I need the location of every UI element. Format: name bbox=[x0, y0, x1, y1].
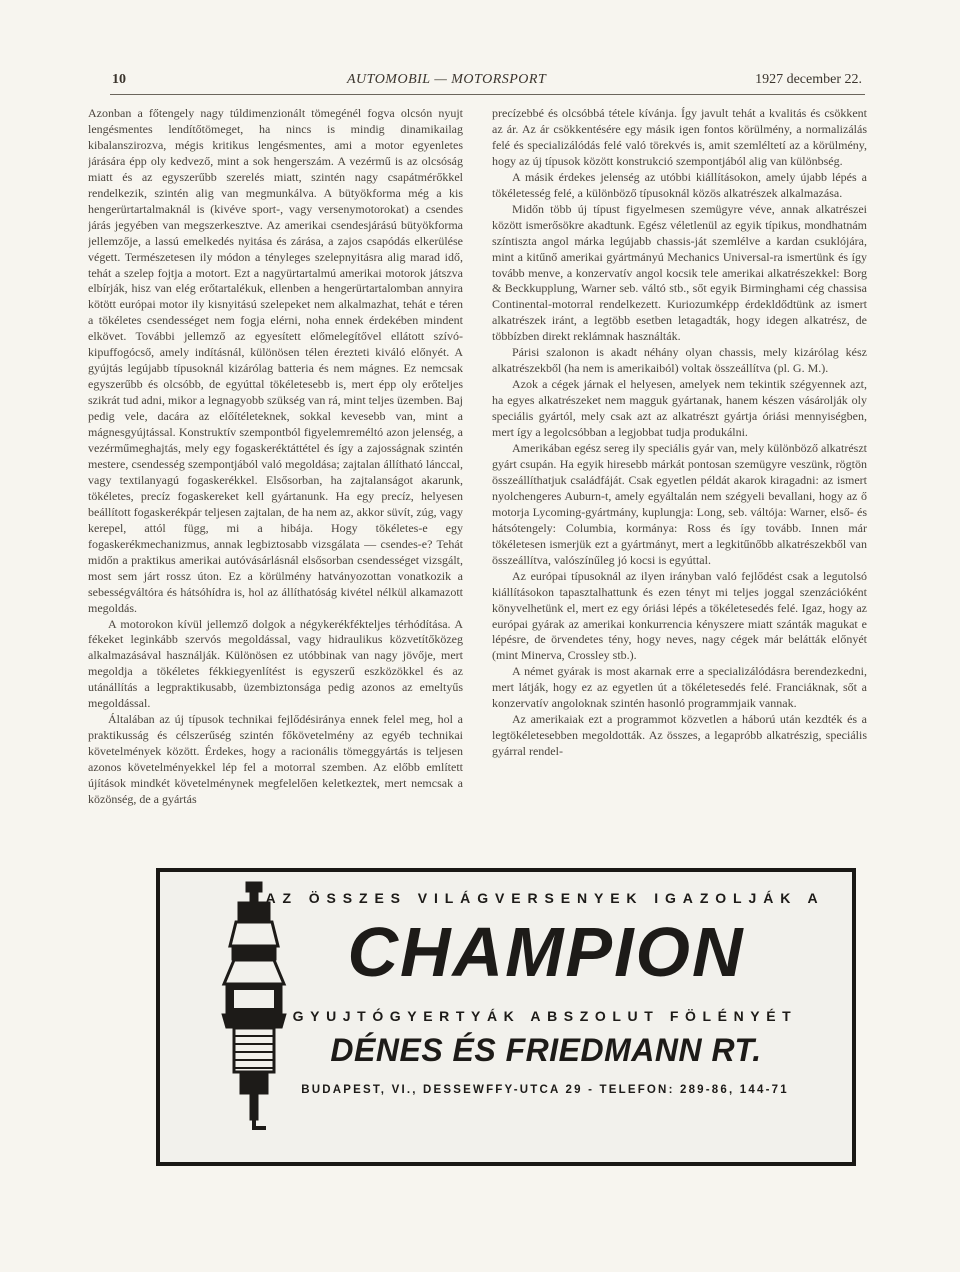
right-paragraph-5: Azok a cégek járnak el helyesen, amelyek nem tekintik szégyennek azt, ha egyes alkatrészeket nem magguk gyártanak, hanem készen vásárolják oly speciális gyártól, mely csak azt az alkatrészt gyártja óriási mennyiségben, mert így a legolcsóbban a legjobbat tudja produkálni. bbox=[492, 377, 867, 440]
issue-date: 1927 december 22. bbox=[755, 72, 862, 87]
ad-subline: GYUJTÓGYERTYÁK ABSZOLUT FÖLÉNYÉT bbox=[292, 1008, 798, 1024]
right-column bbox=[492, 106, 867, 826]
champion-advertisement bbox=[156, 868, 856, 1166]
right-paragraph-6: Amerikában egész sereg ily speciális gyár van, mely különböző alkatrészt gyárt csupán. Ha egyik hiresebb márkát pontosan szemügyre veszünk, rögtön összeállíthatjuk családfáját. Csak egyetlen példát akarok kiragadni: az ismert nyolchengeres Auburn-t, amely egyáltalán nem szégyeli bevallani, hogy az ő motorja Lycoming-gyártmány, kuplungja: Long, seb. váltója: Warner, első- és hátsótengely: Columbia, kormánya: Ross és így tovább. Innen már tökéletesen ismerjük ezt a gyártmányt, mert a legkitűnőbb alkatrészekből van összeállítva, valószínűleg jó kocsi is egyúttal. bbox=[492, 441, 867, 567]
page-header bbox=[112, 72, 862, 92]
magazine-title: AUTOMOBIL — MOTORSPORT bbox=[347, 72, 547, 87]
right-paragraph-7: Az európai típusoknál az ilyen irányban való fejlődést csak a legutolsó kiállításokon tapasztalhattunk és ezen tényt mi teljes joggal szenzációként könyvelhetünk el, mert ez egy óriási lépés a tökéletesedés felé. Igaz, hogy az európai gyárak az amerikai konkurrencia kényszere miatt szánták magukat e lépésre, de örvendetes tény, hogy neves, nagy cégek már belátták előnyét (mint Minerva, Crossley stb.). bbox=[492, 568, 867, 663]
page-number: 10 bbox=[112, 72, 126, 87]
right-paragraph-4: Párisi szalonon is akadt néhány olyan chassis, mely kizárólag kész alkatrészekből (ha nem is amerikaiból) voltak összeállítva (pl. G. M.). bbox=[492, 345, 867, 376]
ad-company-name: DÉNES ÉS FRIEDMANN RT. bbox=[330, 1032, 762, 1068]
right-paragraph-1: precízebbé és olcsóbbá tétele kívánja. Így javult tehát a kvalitás és csökkent az ár. Az ár csökkentésére egy másik igen fontos körülmény, a normalizálás felé és specializálódás felé való törekvés is, amit szemléltetí az a körülmény, hogy az új típusok között konstrukció szempontjából alig van különbség. bbox=[492, 106, 867, 168]
left-paragraph-3: Általában az új típusok technikai fejlődésiránya ennek felel meg, hol a praktikusság és célszerűség szintén főkövetelmény az egyéb technikai követelmények között. Érdekes, hogy a racionális tömeggyártás is teljesen azonos követelményekkel lép fel a motorral szemben. Az előbb említett újítások mindkét követelménynek megfelelően keletkeztek, mert nemcsak a közönség, de a gyártás bbox=[88, 712, 463, 806]
left-column bbox=[88, 106, 463, 826]
right-paragraph-9: Az amerikaiak ezt a programmot közvetlen a háború után kezdték és a legtökéletesebben megoldották. Az összes, a legapróbb alkatrészig, speciális gyárral rendel- bbox=[492, 712, 867, 759]
left-paragraph-2: A motorokon kívül jellemző dolgok a négykerékfékteljes térhódítása. A fékeket leginkább szervós megoldással, vagy hidraulikus közvetítőközeg alkalmazásával használják. Különösen ez utóbbinak van nagy jövője, mert megoldja a tökéletes fékkiegyenlítést is egyszerű eszközökkel és az utánállítás a legpraktikusabb, üzembiztonsága pedig azonos az emeltyűs megoldással. bbox=[88, 616, 463, 711]
ad-headline: AZ ÖSSZES VILÁGVERSENYEK IGAZOLJÁK A bbox=[265, 890, 825, 906]
right-paragraph-3: Midőn több új típust figyelmesen szemügyre véve, annak alkatrészei között ismerősökre akadtunk. Egész véletlenül az egyik típikus, mondhatnám színtiszta angol márka legújabb chassis-ját szemlélve a kardan csuklójára, mint a kitűnő amerikai gyártmányú Mechanics Universal-ra ismertünk és így tovább menve, a konzervatív angol kocsik tele amerikai alkatrészekkel: Borg & Beckkupplung, Warner seb. váltó stb., sőt egyik Birminghami cég chassisa Continental-motorral rendelkezett. Kuriozumképp érdekldődtünk az ismert alkatrészek iránt, a legtöbb esetben letagadták, hogy idegen alkatrész, de többízben direkt reklámnak használták. bbox=[492, 201, 867, 344]
ad-address: BUDAPEST, VI., DESSEWFFY-UTCA 29 - TELEFON: 289-86, 144-71 bbox=[301, 1084, 789, 1096]
right-paragraph-2: A másik érdekes jelenség az utóbbi kiállításokon, amely újabb lépés a tökéletesség felé, a különböző típusoknál közös alkatrészek alkalmazása. bbox=[492, 169, 867, 200]
left-paragraph-1: Azonban a főtengely nagy túldimenzionált tömegénél fogva olcsón nyujt lengésmentes lendítőtömeget, ha nincs is mindig dinamikailag kibalanszirozva, mégis kritikus lengésmentes, ami a motor egyenletes járására épp oly kedvező, mint a sok hengerszám. A vezérmű is az olcsóság miatt és az egyszerűbb szerelés miatt, szintén nagy csapátmérőkkel rendelkezik, szintén alig van megmunkálva. A bütyökforma még a kis hengerürtartalmaknál is (kivéve sport-, vagy versenymotorokat) a csendes járás jegyében van megszerkesztve. Az amerikai csendesjárású bütyökforma jellemzője, a lassú emelkedés nyitása és zárása, a zajos csapódás elkerülése végett. Természetesen ily módon a tényleges szelepnyitásra alig marad idő, tehát a szelep fojtja a motort. Ezt a nagyürtartalmú amerikai motorok játszva elbírják, hisz van elég erőtartalékuk, ellenben a hengerürtartalomban annyira kötött európai motor ily kisnyitású szelepeket nem alkalmazhat, tehát e téren a tökéletes csendességet nem fogja elérni, noha ennek érdekében mindent elkövet. További jellemző az egyesített előmelegítővel ellátott szívó-kipuffogócső, amely indításnál, különösen télen érezteti kiváló előnyét. A gyújtás legújabb típusoknál kizárólag batteria és nem mágnes. Ez nemcsak egyszerűbb és olcsóbb, de egyúttal tökéletesebb is, mert épp oly erőteljes szikrát tud adni, mikor a legnagyobb szükség van rá, mint teljes üzemben. Baj pedig vele, dacára az előítéleteknek, sokkal kevesebb van, mint a mágnesgyújtással. Konstruktív szempontból figyelemreméltó azon jelenség, a vezérműmeghajtás, mely egy fogaskeréktáttétel és így a zajosságnak szintén mestere, csendesség szempontjából való megoldása; zajtalan állítható lánccal, vagy textilanyagú fogaskerékkel. Elsősorban, ha zajtalanságot akarunk, tökéletes, precíz fogaskereket kell gyártanunk. Ha egy precíz, helyesen beállított fogaskerékpár teljesen zajtalan, de ha nem az, akkor süvít, zúg, vagy kerepel, attól függ, mi a hibája. Hogy tökéletes-e egy fogaskerékmechanizmus, annak legbiztosabb vizsgálata — csendes-e? Tehát midőn a praktikus amerikai autóvásárlásnál elsősorban csendességet vizsgált, most sem járt rossz úton. Ez a körülmény hatványozottan vonatkozik a sebességváltóra és hátsóhídra is, hol az állíthatóság kivétel nélkül alkamazott megoldás. bbox=[88, 106, 463, 615]
right-paragraph-8: A német gyárak is most akarnak erre a specializálódásra berendezkedni, mert látják, hogy ez az egyetlen út a tökéletesedés felé. Franciáknak, sőt a konzervatív angoloknak szintén hasonló programmjaik vannak. bbox=[492, 664, 867, 711]
ad-brand-name: CHAMPION bbox=[347, 913, 745, 991]
header-rule bbox=[110, 94, 865, 95]
